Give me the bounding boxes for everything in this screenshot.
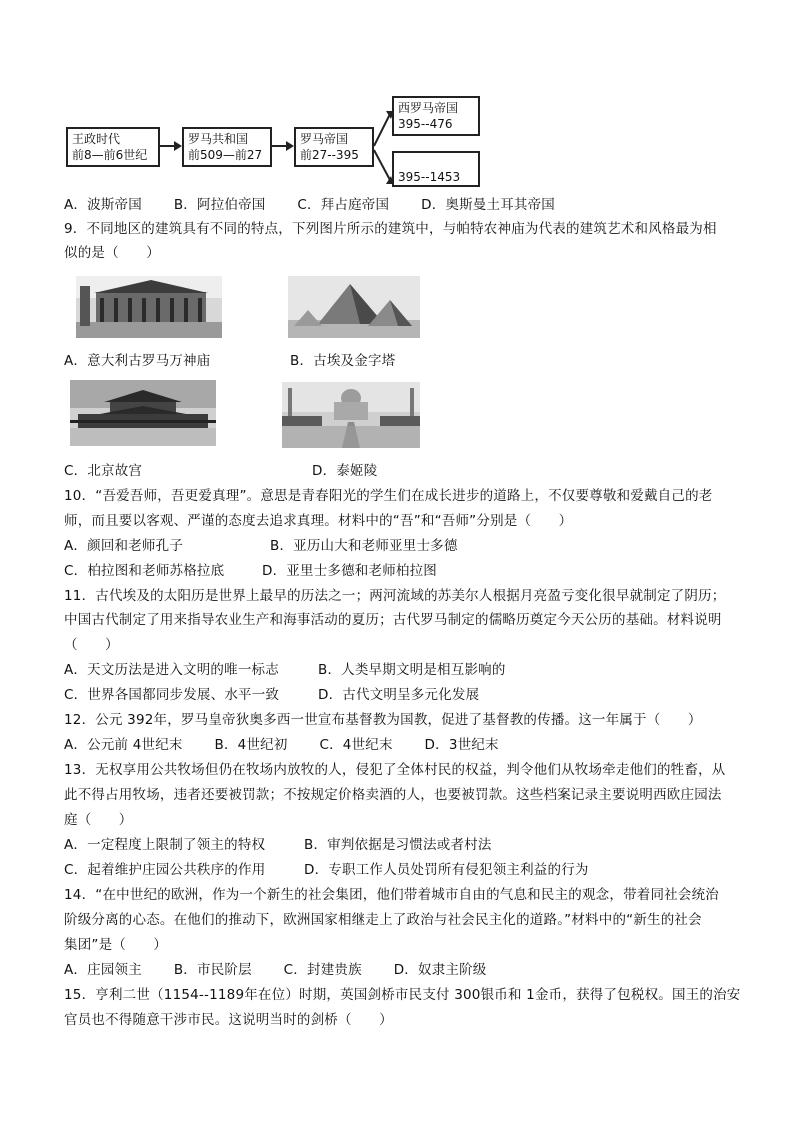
q15-stem-line2: 官员也不得随意干涉市民。这说明当时的剑桥（ ） [64, 1012, 393, 1028]
q14-stem-line3: 集团”是（ ） [64, 937, 168, 953]
timeline-box-republic: 罗马共和国 前509—前27 [182, 127, 272, 167]
q8-options: A．波斯帝国 B．阿拉伯帝国 C．拜占庭帝国 D．奥斯曼土耳其帝国 [64, 197, 555, 213]
q13-stem-line2: 此不得占用牧场，违者还要被罚款；不按规定价格卖酒的人，也要被罚款。这些档案记录主要说明西欧庄园法 [64, 787, 722, 803]
q13-option-c: C．起着维护庄园公共秩序的作用 [64, 862, 266, 878]
q11-option-c: C．世界各国都同步发展、水平一致 [64, 687, 280, 703]
q11-option-b: B．人类早期文明是相互影响的 [318, 662, 506, 678]
arrow-1 [160, 140, 182, 152]
q11-stem-line3: （ ） [64, 637, 119, 653]
q10-option-d: D．亚里士多德和老师柏拉图 [262, 563, 437, 579]
pantheon-photo [76, 276, 222, 338]
q14-options: A．庄园领主 B．市民阶层 C．封建贵族 D．奴隶主阶级 [64, 962, 487, 978]
q9-option-b: B．古埃及金字塔 [290, 353, 396, 369]
q13-stem-line3: 庭（ ） [64, 812, 133, 828]
q13-stem-line1: 13．无权享用公共牧场但仍在牧场内放牧的人，侵犯了全体村民的权益，判令他们从牧场牵走他们的牲畜，从 [64, 762, 726, 778]
q11-stem-line1: 11．古代埃及的太阳历是世界上最早的历法之一；两河流域的苏美尔人根据月亮盈亏变化很早就制定了阴历； [64, 588, 726, 604]
q10-stem-line2: 师，而且要以客观、严谨的态度去追求真理。材料中的“吾”和“吾师”分别是（ ） [64, 513, 573, 529]
q11-stem-line2: 中国古代制定了用来指导农业生产和海事活动的夏历；古代罗马制定的儒略历奠定今天公历的基础。材料说明 [64, 612, 722, 628]
timeline-box-eastern-empire: 395--1453 [392, 151, 480, 187]
taj-mahal-photo [282, 382, 420, 448]
q10-stem-line1: 10．“吾爱吾师，吾更爱真理”。意思是青春阳光的学生们在成长进步的道路上，不仅要尊敬和爱戴自己的老 [64, 488, 713, 504]
q9-option-d: D．泰姬陵 [312, 463, 378, 479]
timeline-box-kingdom: 王政时代 前8—前6世纪 [66, 127, 160, 167]
timeline-box-western-empire: 西罗马帝国 395--476 [392, 96, 480, 136]
q10-option-c: C．柏拉图和老师苏格拉底 [64, 563, 225, 579]
q9-option-c: C．北京故宫 [64, 463, 143, 479]
q13-option-a: A．一定程度上限制了领主的特权 [64, 837, 266, 853]
q10-option-b: B．亚历山大和老师亚里士多德 [270, 538, 458, 554]
q11-option-d: D．古代文明呈多元化发展 [318, 687, 480, 703]
q13-option-b: B．审判依据是习惯法或者村法 [304, 837, 492, 853]
pyramids-photo [288, 276, 420, 338]
timeline-box-empire: 罗马帝国 前27--395 [294, 127, 374, 167]
forbidden-city-photo [70, 380, 216, 446]
q15-stem-line1: 15．亨利二世（1154--1189年在位）时期，英国剑桥市民支付 300银币和 1金币，获得了包税权。国王的治安 [64, 987, 741, 1003]
arrow-2 [272, 140, 294, 152]
q14-stem-line2: 阶级分离的心态。在他们的推动下，欧洲国家相继走上了政治与社会民主化的道路。”材料中的“新生的社会 [64, 912, 702, 928]
q9-option-a: A．意大利古罗马万神庙 [64, 353, 211, 369]
q12-options: A．公元前 4世纪末 B．4世纪初 C．4世纪末 D．3世纪末 [64, 737, 499, 753]
q14-stem-line1: 14．“在中世纪的欧洲，作为一个新生的社会集团，他们带着城市自由的气息和民主的观念，带着同社会统治 [64, 887, 719, 903]
q11-option-a: A．天文历法是进入文明的唯一标志 [64, 662, 279, 678]
q9-stem-line1: 9．不同地区的建筑具有不同的特点，下列图片所示的建筑中，与帕特农神庙为代表的建筑艺术和风格最为相 [64, 221, 717, 237]
q9-stem-line2: 似的是（ ） [64, 245, 160, 261]
q13-option-d: D．专职工作人员处罚所有侵犯领主利益的行为 [304, 862, 589, 878]
q12-stem-line1: 12．公元 392年，罗马皇帝狄奥多西一世宣布基督教为国教，促进了基督教的传播。这一年属于（ ） [64, 712, 702, 728]
q10-option-a: A．颜回和老师孔子 [64, 538, 184, 554]
